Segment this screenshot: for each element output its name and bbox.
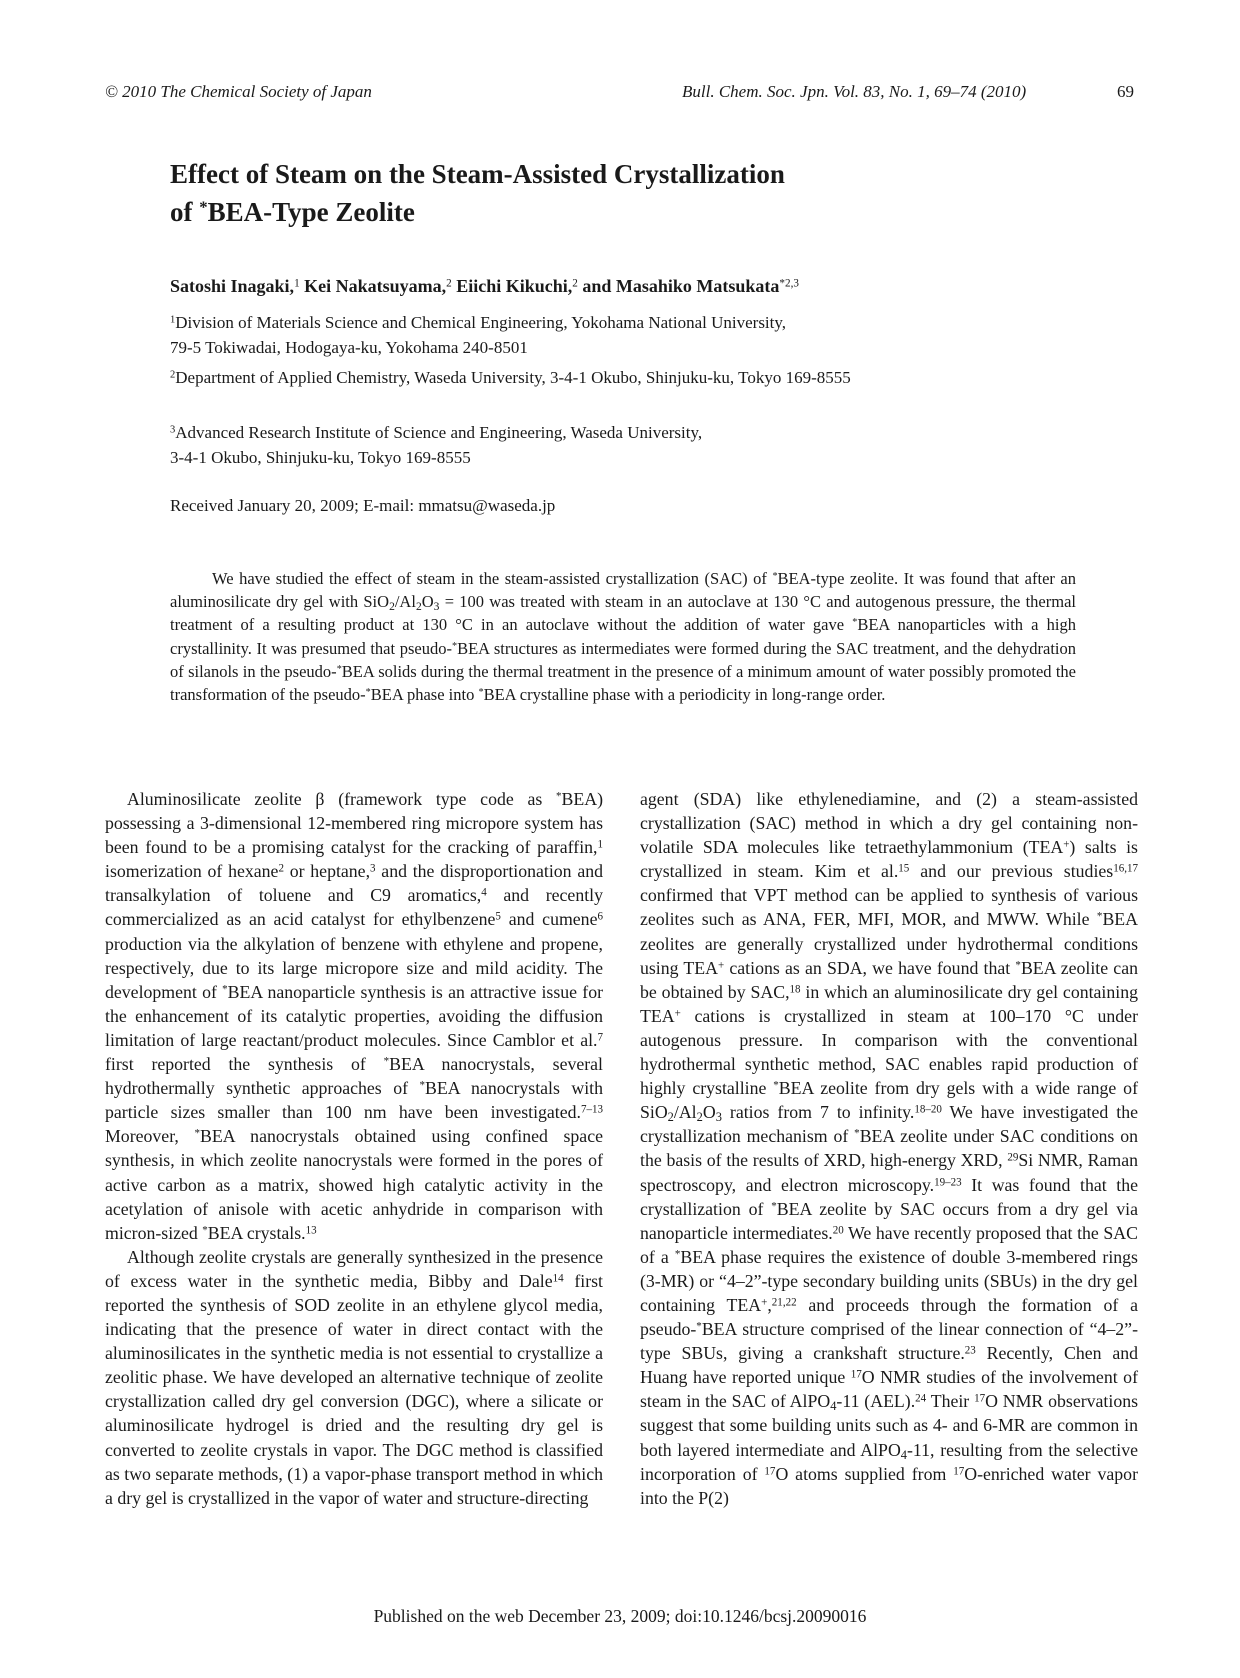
body-column-right <box>640 787 1138 1510</box>
received-date-email: Received January 20, 2009; E-mail: mmatsu@waseda.jp <box>170 496 556 515</box>
journal-citation-header: Bull. Chem. Soc. Jpn. Vol. 83, No. 1, 69–74 (2010) <box>682 82 1027 101</box>
paragraph: agent (SDA) like ethylenediamine, and (2) a steam-assisted crystallization (SAC) method in which a dry gel containing non-volatile SDA molecules like tetraethylammonium (TEA+) salts is crystallized in steam. Kim et al.$^{15}$ and our previous studies$^{16,17}$ confirmed that VPT method can be applied to synthesis of various zeolites such as ANA, FER, MFI, MOR, and MWW. While *BEA zeolites are generally crystallized under hydrothermal conditions using TEA+ cations as an SDA, we have found that *BEA zeolite can be obtained by SAC,$^{18}$ in which an aluminosilicate dry gel containing TEA+ cations is crystallized in steam at 100–170 °C under autogenous pressure. In comparison with the conventional hydrothermal synthetic method, SAC enables rapid production of highly crystalline *BEA zeolite from dry gels with a wide range of $SiO_2/Al_2O_3$ ratios from 7 to infinity.$^{18-20}$ We have investigated the crystallization mechanism of *BEA zeolite under SAC conditions on the basis of the results of XRD, high-energy XRD, $^{29}$Si NMR, Raman spectroscopy, and electron microscopy.$^{19-23}$ It was found that the crystallization of *BEA zeolite by SAC occurs from a dry gel via nanoparticle intermediates.$^{20}$ We have recently proposed that the SAC of a *BEA phase requires the existence of double 3-membered rings (3-MR) or “4–2”-type secondary building units (SBUs) in the dry gel containing TEA+,$^{21,22}$ and proceeds through the formation of a pseudo-*BEA structure comprised of the linear connection of “4–2”-type SBUs, giving a crankshaft structure.$^{23}$ Recently, Chen and Huang have reported unique $^{17}$O NMR studies of the involvement of steam in the SAC of AlPO$_4$-11 (AEL).$^{24}$ Their $^{17}$O NMR observations suggest that some building units such as 4- and 6-MR are common in both layered intermediate and AlPO$_4$-11, resulting from the selective incorporation of $^{17}$O atoms supplied from $^{17}$O-enriched water vapor into the P(2) <box>640 789 1139 1508</box>
article-title: Effect of Steam on the Steam-Assisted Crystallization of *BEA-Type Zeolite <box>170 159 785 227</box>
affiliation-1: $^1$Division of Materials Science and Chemical Engineering, Yokohama National University, 79-5 Tokiwadai, Hodogaya-ku, Yokohama 240-8501 <box>170 313 787 357</box>
publication-footer: Published on the web December 23, 2009; doi:10.1246/bcsj.20090016 <box>373 1606 867 1626</box>
paragraph: Aluminosilicate zeolite β (framework type code as *BEA) possessing a 3-dimensional 12-membered ring micropore system has been found to be a promising catalyst for the cracking of paraffin,$^1$ isomerization of hexane$^2$ or heptane,$^3$ and the disproportionation and transalkylation of toluene and C9 aromatics,$^4$ and recently commercialized as an acid catalyst for ethylbenzene$^5$ and cumene$^6$ production via the alkylation of benzene with ethylene and propene, respectively, due to its large micropore size and mild acidity. The development of *BEA nanoparticle synthesis is an attractive issue for the enhancement of its catalytic properties, avoiding the diffusion limitation of large reactant/product molecules. Since Camblor et al.$^7$ first reported the synthesis of *BEA nanocrystals, several hydrothermally synthetic approaches of *BEA nanocrystals with particle sizes smaller than 100 nm have been investigated.$^{7-13}$ Moreover, *BEA nanocrystals obtained using confined space synthesis, in which zeolite nanocrystals were formed in the pores of active carbon as a matrix, showed high catalytic activity in the acetylation of anisole with acetic anhydride in comparison with micron-sized *BEA crystals.$^{13}$ <box>105 789 604 1243</box>
body-column-left <box>105 787 603 1510</box>
author-list: Satoshi Inagaki,$^1$ Kei Nakatsuyama,$^2$ Eiichi Kikuchi,$^2$ and Masahiko Matsukata$^{*2,3}$ <box>170 276 799 296</box>
copyright-header: © 2010 The Chemical Society of Japan <box>105 82 372 101</box>
paragraph: Although zeolite crystals are generally synthesized in the presence of excess water in the synthetic media, Bibby and Dale$^{14}$ first reported the synthesis of SOD zeolite in an ethylene glycol media, indicating that the presence of water in direct contact with the aluminosilicates in the synthetic media is not essential to crystallize a zeolitic phase. We have developed an alternative technique of zeolite crystallization called dry gel conversion (DGC), where a silicate or aluminosilicate hydrogel is dried and the resulting dry gel is converted to zeolite crystals in vapor. The DGC method is classified as two separate methods, (1) a vapor-phase transport method in which a dry gel is crystallized in the vapor of water and structure-directing <box>105 1246 603 1508</box>
affiliation-3: $^3$Advanced Research Institute of Science and Engineering, Waseda University, 3-4-1 Okubo, Shinjuku-ku, Tokyo 169-8555 <box>170 423 703 467</box>
abstract: We have studied the effect of steam in the steam-assisted crystallization (SAC) of *BEA-type zeolite. It was found that after an aluminosilicate dry gel with $SiO_2/Al_2O_3 = 100$ was treated with steam in an autoclave at 130 °C and autogenous pressure, the thermal treatment of a resulting product at 130 °C in an autoclave without the addition of water gave *BEA nanoparticles with a high crystallinity. It was presumed that pseudo-*BEA structures as intermediates were formed during the SAC treatment, and the dehydration of silanols in the pseudo-*BEA solids during the thermal treatment in the presence of a minimum amount of water possibly promoted the transformation of the pseudo-*BEA phase into *BEA crystalline phase with a periodicity in long-range order. <box>170 569 1076 705</box>
page-number: 69 <box>1117 82 1134 101</box>
affiliation-2: $^2$Department of Applied Chemistry, Waseda University, 3-4-1 Okubo, Shinjuku-ku, Tokyo 169-8555 <box>170 368 851 387</box>
